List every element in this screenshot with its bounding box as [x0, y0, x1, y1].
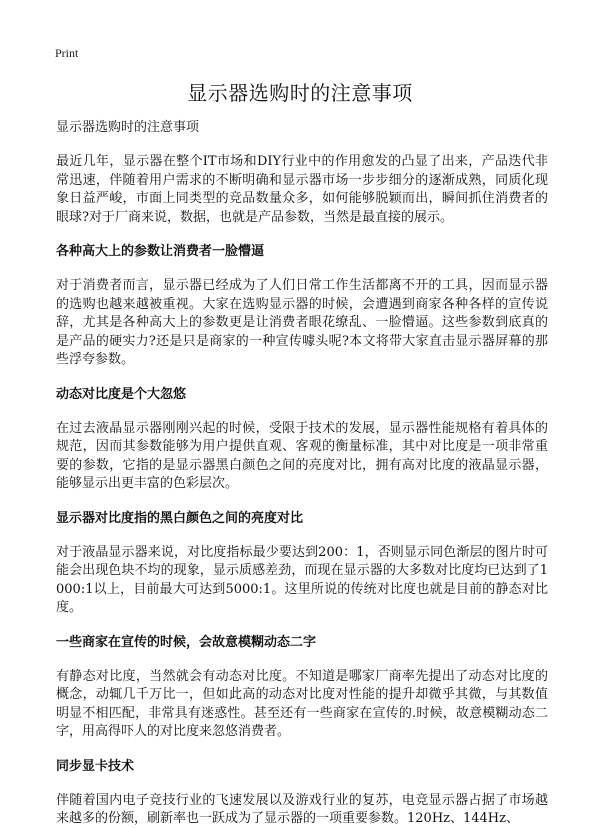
section-paragraph: 对于液晶显示器来说，对比度指标最少要达到200：1，否则显示同色渐层的图片时可能会出现色块不均的现象，显示质感差劲，而现在显示器的大多数对比度均已达到了1000:1以上，目前最大可达到5000:1。这里所说的传统对比度也就是目前的静态对比度。 [56, 544, 548, 615]
section-heading: 一些商家在宣传的时候，会故意模糊动态二字 [56, 634, 317, 650]
article-subtitle: 显示器选购时的注意事项 [56, 120, 200, 135]
section-heading: 显示器对比度指的黑白颜色之间的亮度对比 [56, 510, 304, 526]
section-paragraph: 有静态对比度，当然就会有动态对比度。不知道是哪家厂商率先提出了动态对比度的概念，动辄几千万比一，但如此高的动态对比度对性能的提升却微乎其微，与其数值明显不相匹配，非常具有迷惑性。甚至还有一些商家在宣传的.时候，故意模糊动态二字，用高得吓人的对比度来忽悠消费者。 [56, 668, 548, 739]
section-paragraph: 伴随着国内电子竞技行业的飞速发展以及游戏行业的复苏，电竞显示器占据了市场越来越多的份额，刷新率也一跃成为了显示器的一项重要参数。120Hz、144Hz、 [56, 792, 548, 826]
article-body [56, 119, 548, 828]
section-paragraph: 在过去液晶显示器刚刚兴起的时候，受限于技术的发展，显示器性能规格有着具体的规范，因而其参数能够为用户提供直观、客观的衡量标准，其中对比度是一项非常重要的参数，它指的是显示器黑白颜色之间的亮度对比，拥有高对比度的液晶显示器，能够显示出更丰富的色彩层次。 [56, 420, 548, 491]
article-title: 显示器选购时的注意事项 [187, 81, 413, 105]
print-link[interactable]: Print [55, 46, 79, 60]
section-heading: 各种高大上的参数让消费者一脸懵逼 [56, 244, 265, 259]
section-heading: 同步显卡技术 [56, 758, 135, 774]
intro-paragraph: 最近几年，显示器在整个IT市场和DIY行业中的作用愈发的凸显了出来，产品迭代非常迅速，伴随着用户需求的不断明确和显示器市场一步步细分的逐渐成熟，同质化现象日益严峻，市面上同类型的竞品数量众多，如何能够脱颖而出，瞬间抓住消费者的眼球?对于厂商来说，数据，也就是产品参数，当然是最直接的展示。 [56, 154, 548, 225]
section-paragraph: 对于消费者而言，显示器已经成为了人们日常工作生活都离不开的工具，因而显示器的选购也越来越被重视。大家在选购显示器的时候，会遭遇到商家各种各样的宣传说辞，尤其是各种高大上的参数更是让消费者眼花缭乱、一脸懵逼。这些参数到底真的是产品的硬实力?还是只是商家的一种宣传噱头呢?本文将带大家直击显示器屏幕的那些浮夸参数。 [56, 278, 548, 367]
section-heading: 动态对比度是个大忽悠 [56, 386, 187, 402]
